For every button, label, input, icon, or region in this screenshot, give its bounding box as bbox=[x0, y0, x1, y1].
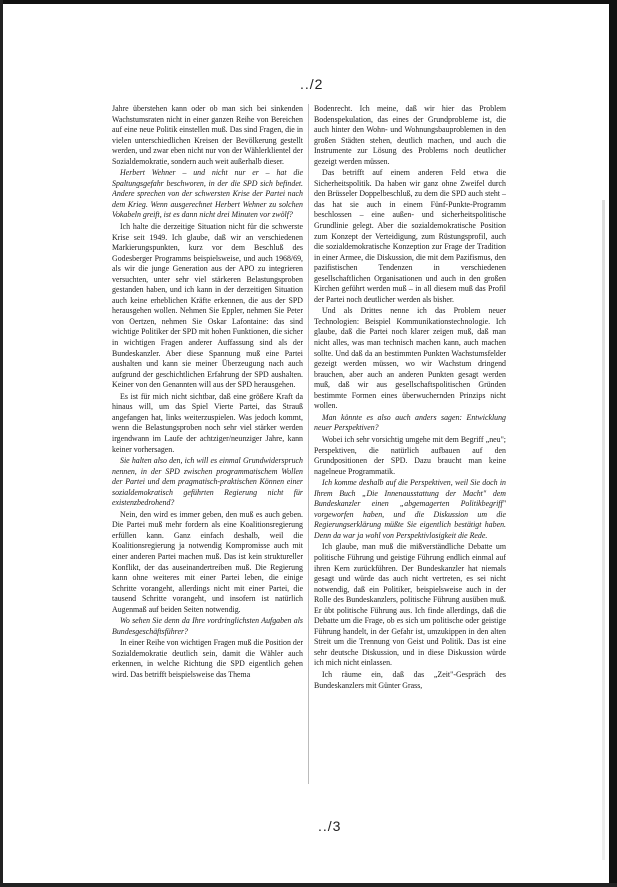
interview-question: Man könnte es also auch anders sagen: Entwicklung neuer Perspektiven? bbox=[314, 412, 506, 433]
left-text-column bbox=[112, 104, 303, 794]
scan-shadow bbox=[602, 200, 605, 860]
interview-question: Ich komme deshalb auf die Perspektiven, weil Sie doch in Ihrem Buch „Die Innenausstattung der Macht" dem Bundeskanzler einen „abgemagerten Politikbegriff" vorgeworfen haben, und die Diskussion um die Regierungserklärung müßte Sie eigentlich bestätigt haben. Denn da war ja wohl von Perspektivlosigkeit die Rede. bbox=[314, 478, 506, 540]
scan-edge-top bbox=[0, 0, 617, 4]
interview-answer-paragraph: Wobei ich sehr vorsichtig umgehe mit dem Begriff „neu"; Perspektiven, die natürlich aufbauen auf den Grundpositionen der SPD. Dazu braucht man keine nagelneue Programmatik. bbox=[314, 434, 506, 476]
interview-answer-paragraph: Bodenrecht. Ich meine, daß wir hier das Problem Bodenspekulation, das eines der Grundprobleme ist, die auch hinter den Wohn- und Wohnungsbauproblemen in den großen Städten stehen, deutlich machen, und auch die Instrumente zur Lösung des Problems noch deutlicher gezeigt werden müssen. bbox=[314, 104, 506, 166]
interview-answer-paragraph: Ich räume ein, daß das „Zeit"-Gespräch des Bundeskanzlers mit Günter Grass, bbox=[314, 669, 506, 690]
interview-question: Wo sehen Sie denn da Ihre vordringlichsten Aufgaben als Bundesgeschäftsführer? bbox=[112, 616, 303, 636]
interview-question: Sie halten also den, ich will es einmal Grundwiderspruch nennen, in der SPD zwischen programmatischem Wollen der Partei und dem pragmatisch-praktischen Können einer sozialdemokratisch geführten Regierung nicht für existenzbedrohend? bbox=[112, 456, 303, 508]
page-marker-bottom: ../3 bbox=[318, 818, 342, 834]
interview-question: Herbert Wehner – und nicht nur er – hat die Spaltungsgefahr beschworen, in der die SPD sich befindet. Andere sprechen von der schwersten Krise der Partei nach dem Krieg. Wenn ausgerechnet Herbert Wehner zu solchen Vokabeln greift, ist es dann nicht drei Minuten vor zwölf? bbox=[112, 168, 303, 220]
scan-edge-left bbox=[0, 0, 3, 887]
interview-answer-paragraph: Das betrifft auf einem anderen Feld etwa die Sicherheitspolitik. Da haben wir ganz ohne Zweifel durch den Brüsseler Doppelbeschluß, zu dem die SPD auch steht – das hat sie auch in einem Fünf-Punkte-Programm beschlossen – eine außen- und sicherheitspolitische Grundlinie gelegt. Aber die sozialdemokratische Position zum Konzept der Verteidigung, zum Rüstungsprofil, auch die sozialdemokratische Konzeption zur Frage der Tradition in einer Armee, die Diskussion, die mit dem Pazifismus, den pazifistischen Tendenzen in verschiedenen gesellschaftlichen Organisationen und auch in den großen Kirchen geführt werden muß – in all diesem muß das Profil der Partei noch deutlicher werden als bisher. bbox=[314, 168, 506, 304]
page-marker-top: ../2 bbox=[300, 76, 324, 92]
interview-answer-paragraph: Und als Drittes nenne ich das Problem neuer Technologien: Beispiel Kommunikationstechnologie. Ich glaube, daß die Partei noch klarer zeigen muß, daß man nicht alles, was man technisch machen kann, auch machen sollte. Und daß da an bestimmten Punkten Wachstumsfelder gezeigt werden müssen, wo wir Wachstum dringend brauchen, aber auch an anderen Punkten gesagt werden muß, daß wir aus gesellschaftspolitischen Gründen bestimmte Formen eines überwuchernden Prinzips nicht wollen. bbox=[314, 306, 506, 411]
interview-answer-paragraph: Es ist für mich nicht sichtbar, daß eine größere Kraft da hinaus will, um das Spiel Vierte Partei, das Strauß angefangen hat, links weiterzuspielen. Was jedoch kommt, wenn die Belastungsproben noch sehr viel stärker werden irgendwann im Laufe der achtziger/neunziger Jahre, kann keiner vorhersagen. bbox=[112, 391, 303, 454]
interview-answer-paragraph: Jahre überstehen kann oder ob man sich bei sinkenden Wachstumsraten nicht in einer ganzen Reihe von Bereichen auf eine neue Politik einstellen muß. Das sind Fragen, die in vielen unterschiedlichen Kreisen der Bevölkerung gestellt werden, und zwar eben nicht nur von der Wählerklientel der Sozialdemokratie, sondern auch weit außerhalb dieser. bbox=[112, 104, 303, 166]
right-text-column bbox=[314, 104, 506, 794]
interview-answer-paragraph: Ich halte die derzeitige Situation nicht für die schwerste Krise seit 1949. Ich glaube, daß wir an verschiedenen Markierungspunkten, kurz vor dem Beschluß des Godesberger Programms beispielsweise, und auch 1968/69, als wir die junge Generation aus der APO zu integrieren versuchten, unter sehr viel stärkeren Belastungsproben gestanden haben, und ich kann in der derzeitigen Situation auch keine erheblichen Kräfte erkennen, die aus der SPD herausgehen wollen. Nehmen Sie Eppler, nehmen Sie Peter von Oertzen, nehmen Sie Oskar Lafontaine: das sind wichtige Politiker der SPD mit hohen Funktionen, die sicher in wichtigen Fragen anderer Auffassung sind als der Bundeskanzler. Aber diese Spannung muß eine Partei aushalten und kann sie meiner Überzeugung nach auch aufgrund der geschichtlichen Erfahrung der SPD aushalten. Keiner von den Genannten will aus der SPD herausgehen. bbox=[112, 222, 303, 390]
scan-edge-right bbox=[609, 0, 617, 887]
interview-answer-paragraph: Nein, den wird es immer geben, den muß es auch geben. Die Partei muß mehr fordern als eine Koalitionsregierung erfüllen kann. Ganz einfach deshalb, weil die Koalitionsregierung ja notwendig Kompromisse auch mit einer anderen Partei machen muß. Das ist kein struktureller Konflikt, der das auseinandertreiben muß. Die Regierung kann ohne weiteres mit einer Partei leben, die einige Schritte vorangeht, allerdings nicht mit einer Partei, die tausend Schritte vorangeht, und insofern ist natürlich Augenmaß auf beiden Seiten notwendig. bbox=[112, 509, 303, 614]
scan-edge-bottom bbox=[0, 883, 617, 887]
interview-answer-paragraph: In einer Reihe von wichtigen Fragen muß die Position der Sozialdemokratie deutlich sein, damit die Wähler auch erkennen, in welche Richtung die SPD eigentlich gehen wird. Das betrifft beispielsweise das Thema bbox=[112, 638, 303, 679]
column-divider bbox=[308, 104, 309, 784]
interview-answer-paragraph: Ich glaube, man muß die mißverständliche Debatte um politische Führung und geistige Führung endlich einmal auf ihren Kern zurückführen. Der Bundeskanzler hat niemals gesagt und würde das auch nicht vertreten, es sei nicht notwendig, daß ein Politiker, beispielsweise auch in der Rolle des Bundeskanzlers, politische Führung ausüben muß. Er übt politische Führung aus. Ich finde allerdings, daß die Debatte um die Frage, ob es sich um politische oder geistige Führung handelt, in der Gefahr ist, umzukippen in den alten Streit um die Trennung von Geist und Politik. Das ist eine sehr deutsche Diskussion, und in diese Diskussion würde ich mich nicht einlassen. bbox=[314, 542, 506, 668]
